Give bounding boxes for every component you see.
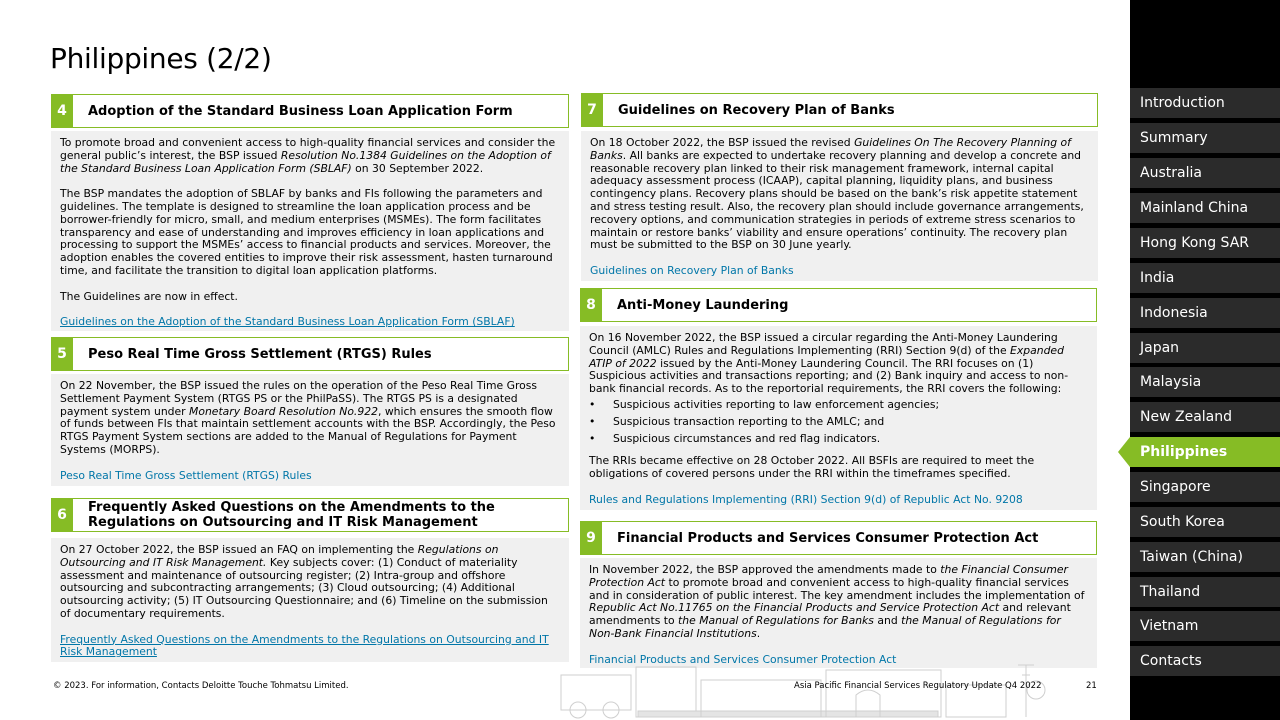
section-6-paragraph-1: On 27 October 2022, the BSP issued an FAQ on implementing the Regulations on Outsourcing and IT Risk Management. Key subjects cover: (1) Conduct of materiality assessment and maintenance of outsourcing register; (2) Intra-group and offshore outsourcing and subcontracting arrangements; (3) Cloud outsourcing; (4) Additional outsourcing activity; (5) IT Outsourcing Questionnaire; and (6) Timeline on the submission of documentary requirements. [60,543,548,620]
section-6-link[interactable]: Frequently Asked Questions on the Amendments to the Regulations on Outsourcing and IT Risk Management [60,632,549,659]
sidebar-item-hong-kong-sar[interactable]: Hong Kong SAR [1130,228,1280,258]
section-7-link[interactable]: Guidelines on Recovery Plan of Banks [590,263,794,277]
section-8-link[interactable]: Rules and Regulations Implementing (RRI) Section 9(d) of Republic Act No. 9208 [589,492,1023,506]
section-5-header [51,337,569,371]
section-7-paragraph-1: On 18 October 2022, the BSP issued the revised Guidelines On The Recovery Planning of Banks. All banks are expected to undertake recovery planning and develop a concrete and reasonable recovery plan linked to their risk management framework, internal capital adequacy assessment process (ICAAP), capital planning, liquidity plans, and business contingency plans. Recovery plans should be based on the bank’s risk appetite statement and stress testing result. Also, the recovery plan should include governance arrangements, recovery options, and communication strategies in periods of extreme stress scenarios to maintain or restore banks’ viability and ensure operations’ continuity. The recovery plan must be submitted to the BSP on 30 June yearly. [590,136,1084,252]
sidebar-item-vietnam[interactable]: Vietnam [1130,611,1280,641]
footer-publication: Asia Pacific Financial Services Regulatory Update Q4 2022 [794,681,1042,691]
active-item-pointer [1118,437,1130,467]
sidebar-item-south-korea[interactable]: South Korea [1130,507,1280,537]
section-5-title: Peso Real Time Gross Settlement (RTGS) Rules [88,346,432,362]
section-4-title: Adoption of the Standard Business Loan Application Form [88,103,513,119]
section-6-body [51,538,569,662]
section-8-bullet: • Suspicious circumstances and red flag indicators. [589,433,1088,446]
section-6-title: Frequently Asked Questions on the Amendments to the Regulations on Outsourcing and IT Risk Management [88,500,495,530]
section-7-title: Guidelines on Recovery Plan of Banks [618,102,895,118]
sidebar-item-philippines[interactable]: Philippines [1130,437,1280,467]
sidebar-item-indonesia[interactable]: Indonesia [1130,298,1280,328]
section-4-number: 4 [51,95,73,127]
sidebar-item-singapore[interactable]: Singapore [1130,472,1280,502]
page-number: 21 [1086,681,1097,691]
section-6-header [51,498,569,532]
section-8-bullet: • Suspicious activities reporting to law enforcement agencies; [589,399,1088,412]
section-9-link[interactable]: Financial Products and Services Consumer Protection Act [589,652,897,666]
section-6-number: 6 [51,499,73,531]
section-9-header [580,521,1097,555]
section-7-number: 7 [581,94,603,126]
sidebar-item-australia[interactable]: Australia [1130,158,1280,188]
section-8-bullet-list [589,399,1088,445]
section-9-body [580,558,1097,668]
section-4-link[interactable]: Guidelines on the Adoption of the Standard Business Loan Application Form (SBLAF) [60,315,515,329]
sidebar-item-new-zealand[interactable]: New Zealand [1130,402,1280,432]
sidebar-item-thailand[interactable]: Thailand [1130,577,1280,607]
sidebar-item-introduction[interactable]: Introduction [1130,88,1280,118]
section-4-paragraph-1: To promote broad and convenient access to high-quality financial services and consider the general public’s interest, the BSP issued Resolution No.1384 Guidelines on the Adoption of the Standard Business Loan Application Form (SBLAF) on 30 September 2022. [60,136,556,175]
section-7-body [581,131,1098,281]
sidebar-item-japan[interactable]: Japan [1130,333,1280,363]
sidebar-item-malaysia[interactable]: Malaysia [1130,367,1280,397]
section-8-body [580,326,1097,510]
section-8-bullet: • Suspicious transaction reporting to the AMLC; and [589,416,1088,429]
section-4-paragraph-2: The BSP mandates the adoption of SBLAF by banks and FIs following the parameters and guidelines. The template is designed to streamline the loan application process and be borrower-friendly for micro, small, and medium enterprises (MSMEs). The form facilitates transparency and ease of understanding and improves efficiency in loan applications and processing to support the MSMEs’ access to financial products and services. Moreover, the adoption enables the covered entities to improve their risk assessment, hasten turnaround time, and facilitate the transition to digital loan application platforms. [60,187,553,277]
footer-copyright: © 2023. For information, Contacts Deloitte Touche Tohmatsu Limited. [53,681,349,691]
sidebar-item-contacts[interactable]: Contacts [1130,646,1280,676]
section-8-paragraph-2: The RRIs became effective on 28 October 2022. All BSFIs are required to meet the obligations of covered persons under the RRI within the timeframes specified. [589,454,1035,481]
section-5-body [51,374,569,486]
section-5-number: 5 [51,338,73,370]
section-5-paragraph-1: On 22 November, the BSP issued the rules on the operation of the Peso Real Time Gross Settlement Payment System (RTGS PS or the PhilPaSS). The RTGS PS is a designated payment system under Monetary Board Resolution No.922, which ensures the smooth flow of funds between FIs that maintain settlement accounts with the BSP. Accordingly, the Peso RTGS Payment System sections are added to the Manual of Regulations for Payment Systems (MORPS). [60,379,556,456]
sidebar-item-taiwan-china[interactable]: Taiwan (China) [1130,542,1280,572]
sidebar-item-india[interactable]: India [1130,263,1280,293]
section-4-header [51,94,569,128]
page-title: Philippines (2/2) [50,42,272,75]
sidebar-item-summary[interactable]: Summary [1130,123,1280,153]
sidebar-nav [1130,0,1280,720]
section-9-number: 9 [580,522,602,554]
section-4-paragraph-3: The Guidelines are now in effect. [60,289,238,303]
section-8-title: Anti-Money Laundering [617,297,789,313]
section-9-paragraph-1: In November 2022, the BSP approved the amendments made to the Financial Consumer Protection Act to promote broad and convenient access to high-quality financial services and in consideration of public interest. The key amendment includes the implementation of Republic Act No.11765 on the Financial Products and Service Protection Act and relevant amendments to the Manual of Regulations for Banks and the Manual of Regulations for Non-Bank Financial Institutions. [589,563,1085,640]
section-4-body [51,131,569,331]
section-7-header [581,93,1098,127]
section-9-title: Financial Products and Services Consumer Protection Act [617,530,1039,546]
section-8-header [580,288,1097,322]
section-5-link[interactable]: Peso Real Time Gross Settlement (RTGS) Rules [60,468,312,482]
sidebar-item-mainland-china[interactable]: Mainland China [1130,193,1280,223]
section-8-paragraph-1: On 16 November 2022, the BSP issued a circular regarding the Anti-Money Laundering Council (AMLC) Rules and Regulations Implementing (RRI) Section 9(d) of the Expanded ATIP of 2022 issued by the Anti-Money Laundering Council. The RRI focuses on (1) Suspicious activities and transactions reporting; and (2) Bank inquiry and access to non-bank financial records. As to the reportorial requirements, the RRI covers the following: [589,331,1069,396]
section-8-number: 8 [580,289,602,321]
